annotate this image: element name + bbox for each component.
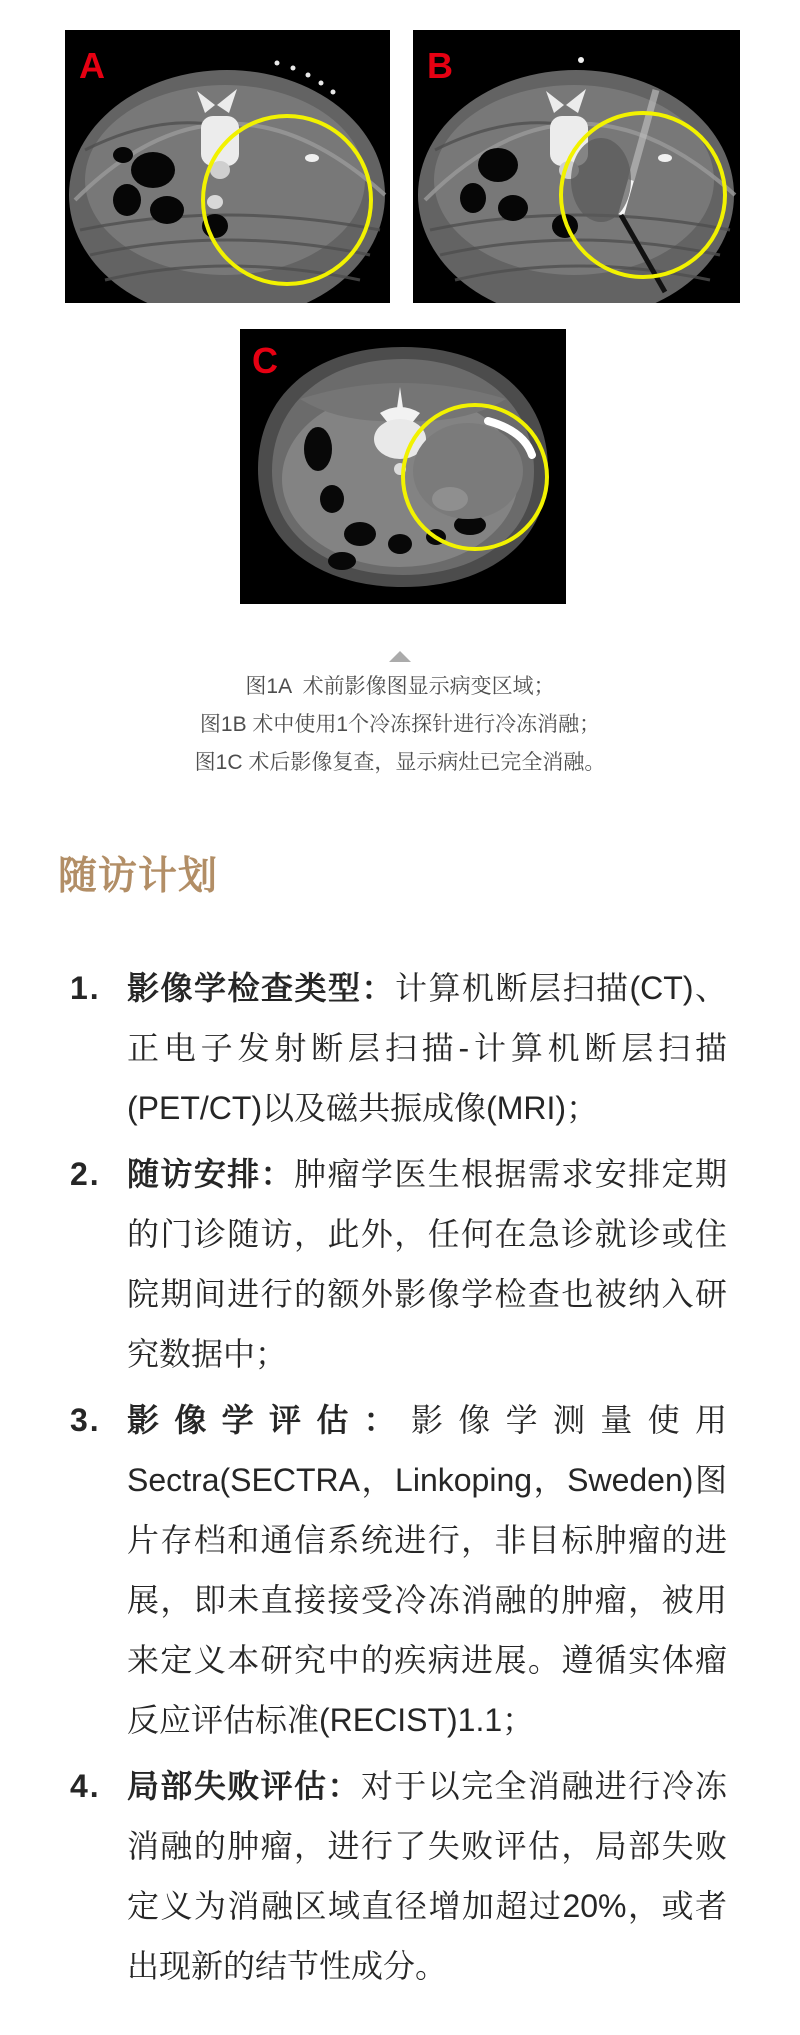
figure-caption <box>0 668 800 782</box>
list-item-1-label: 影像学检查类型： <box>127 970 396 1006</box>
ct-image-panel-c <box>240 329 566 604</box>
list-item-1-text: 计算机断层扫描(CT)、正电子发射断层扫描-计算机断层扫描(PET/CT)以及磁共振成像(MRI)； <box>127 970 727 1126</box>
caption-line-2: 图1B 术中使用1个冷冻探针进行冷冻消融； <box>199 713 601 736</box>
list-item-4-number: 4. <box>70 1768 101 1804</box>
list-item-4 <box>0 1756 800 1996</box>
ct-scan-b-illustration <box>413 30 740 303</box>
list-item-1 <box>0 958 800 1138</box>
ct-image-panel-b <box>413 30 740 303</box>
list-item-2-text: 肿瘤学医生根据需求安排定期的门诊随访，此外，任何在急诊就诊或住院期间进行的额外影像学检查也被纳入研究数据中； <box>127 1156 727 1372</box>
panel-a-label: A <box>79 45 105 86</box>
list-item-4-text: 对于以完全消融进行冷冻消融的肿瘤，进行了失败评估，局部失败定义为消融区域直径增加超过20%，或者出现新的结节性成分。 <box>127 1768 727 1984</box>
ct-image-panel-a <box>65 30 390 303</box>
caption-line-1: 图1A 术前影像图显示病变区域； <box>245 675 555 698</box>
list-item-3-number: 3. <box>70 1402 101 1438</box>
panel-b-label: B <box>427 45 453 86</box>
list-item-3 <box>0 1390 800 1750</box>
list-item-3-text: 影像学测量使用Sectra(SECTRA，Linkoping，Sweden)图片存档和通信系统进行，非目标肿瘤的进展，即未直接接受冷冻消融的肿瘤，被用来定义本研究中的疾病进展。遵循实体瘤反应评估标准(RECIST)1.1； <box>127 1402 727 1738</box>
collapse-arrow-icon <box>389 651 411 662</box>
caption-line-3: 图1C 术后影像复查，显示病灶已完全消融。 <box>194 751 606 774</box>
list-item-2-body <box>127 1144 727 1384</box>
list-item-3-label: 影像学评估： <box>127 1402 411 1438</box>
list-item-2-number: 2. <box>70 1156 101 1192</box>
panel-c-label: C <box>252 340 278 381</box>
list-item-1-number: 1. <box>70 970 101 1006</box>
list-item-4-label: 局部失败评估： <box>127 1768 361 1804</box>
followup-list <box>0 958 800 1996</box>
ct-scan-c-illustration <box>240 329 566 604</box>
list-item-3-body <box>127 1390 727 1750</box>
list-item-2-label: 随访安排： <box>127 1156 295 1192</box>
section-heading-followup-plan: 随访计划 <box>58 855 219 898</box>
list-item-2 <box>0 1144 800 1384</box>
list-item-4-body <box>127 1756 727 1996</box>
list-item-1-body <box>127 958 727 1138</box>
ct-scan-a-illustration <box>65 30 390 303</box>
